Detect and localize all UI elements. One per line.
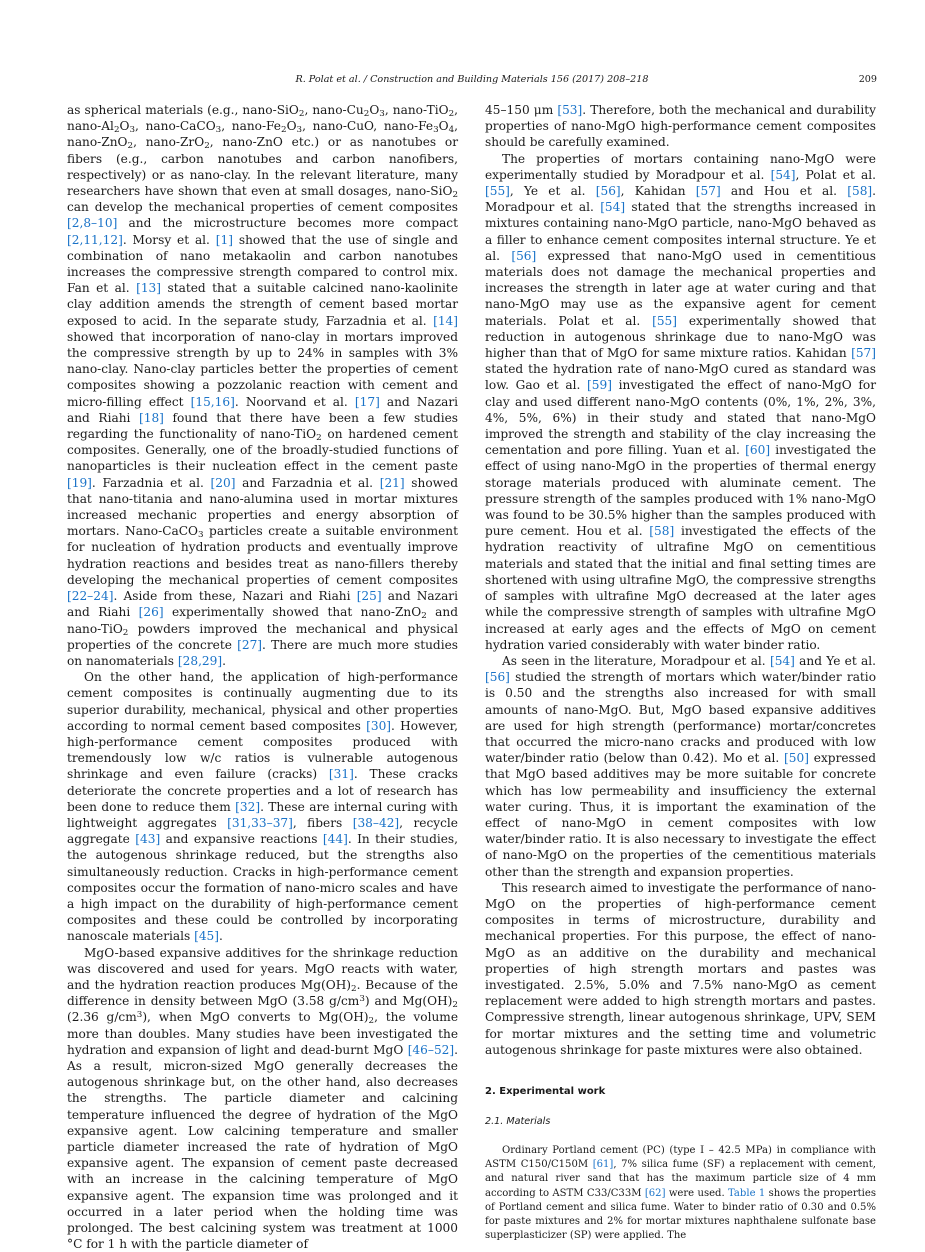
citation-link[interactable]: [55] [652,313,678,328]
citation-link[interactable]: [32] [235,799,261,814]
citation-link[interactable]: [28,29] [177,653,223,668]
paragraph: Ordinary Portland cement (PC) (type I – 42.5 MPa) in compliance with ASTM C150/C150M [61], 7% silica fume (SF) a replacement with cement, and natural river sand that has the maximum particle size of 4 mm according to ASTM C33/C33M [62] were used. Table 1 shows the properties of Portland cement and silica fume. Water to binder ratio of 0.30 and 0.5% for paste mixtures and 2% for mortar mixtures naphthalene sulfonate base superplasticizer (SP) were applied. The [485,1144,877,1242]
citation-link[interactable]: [45] [194,929,220,944]
citation-link[interactable]: [20] [210,475,236,490]
citation-link[interactable]: [58] [649,524,675,539]
paragraph: The properties of mortars containing nano-MgO were experimentally studied by Moradpour et al. [54], Polat et al. [55], Ye et al. [56], Kahidan [57] and Hou et al. [58]. Moradpour et al. [54] stated that the strengths increased in mixtures containing nano-MgO particle, nano-MgO behaved as a filler to enhance cement composites internal structure. Ye et al. [56] expressed that nano-MgO used in cementitious materials does not damage the mechanical properties and increases the strength in later age at water curing and that nano-MgO may use as the expansive agent for cement materials. Polat et al. [55] experimentally showed that reduction in autogenous shrinkage due to nano-MgO was higher than that of MgO for same mixture ratios. Kahidan [57] stated the hydration rate of nano-MgO cured as standard was low. Gao et al. [59] investigated the effect of nano-MgO for clay and used different nano-MgO contents (0%, 1%, 2%, 3%, 4%, 5%, 6%) in their study and stated that nano-MgO improved the strength and stability of the clay increasing the cementation and pore filling. Yuan et al. [60] investigated the effect of using nano-MgO in the properties of thermal energy storage materials produced with aluminate cement. The pressure strength of the samples produced with 1% nano-MgO was found to be 30.5% higher than the samples produced with pure cement. Hou et al. [58] investigated the effects of the hydration reactivity of ultrafine MgO on cementitious materials and stated that the initial and final setting times are shortened with using ultrafine MgO, the compressive strengths of samples with ultrafine MgO decreased at the later ages while the compressive strength of samples with ultrafine MgO increased at early ages and the effects of MgO on cement hydration varied considerably with water binder ratio. [485,151,877,652]
citation-link[interactable]: [61] [592,1159,614,1171]
citation-link[interactable]: [57] [695,184,721,199]
citation-link[interactable]: [44] [322,832,348,847]
citation-link[interactable]: [54] [600,200,626,215]
paragraph: MgO-based expansive additives for the shrinkage reduction was discovered and used for years. MgO reacts with water, and the hydration reaction produces $Mg(OH)_2$. Because of the difference in density between MgO (3.58 $g/cm^3$) and $Mg(OH)_2$ (2.36 $g/cm^3$), when MgO converts to $Mg(OH)_2$, the volume more than doubles. Many studies have been investigated the hydration and expansion of light and dead-burnt MgO [46–52]. As a result, micron-sized MgO generally decreases the autogenous shrinkage but, on the other hand, also decreases the strengths. The particle diameter and calcining temperature influenced the degree of hydration of the MgO expansive agent. Low calcining temperature and smaller particle diameter increased the rate of hydration of MgO expansive agent. The expansion of cement paste decreased with an increase in the calcining temperature of MgO expansive agent. The expansion time was prolonged and it occurred in a later period when the holding time was prolonged. The best calcining system was treatment at 1000 °C for 1 h with the particle diameter of [67,945,459,1252]
citation-link[interactable]: [31] [328,767,354,782]
subsection-heading: 2.1. Materials [485,1115,551,1127]
citation-link[interactable]: [43] [135,832,161,847]
citation-link[interactable]: [55] [485,184,510,199]
citation-link[interactable]: [14] [433,313,458,328]
citation-link[interactable]: [60] [745,443,771,458]
citation-link[interactable]: [22–24] [67,589,114,604]
left-column [67,102,458,1252]
citation-link[interactable]: Table 1 [728,1187,766,1199]
citation-link[interactable]: [25] [356,589,382,604]
citation-link[interactable]: [54] [769,653,795,668]
citation-link[interactable]: [2,11,12] [67,232,123,247]
page-number: 209 [858,74,877,85]
paragraph: 45–150 μm [53]. Therefore, both the mechanical and durability properties of nano-MgO high-performance cement composites should be carefully examined. [485,103,876,150]
page-header [67,72,877,88]
citation-link[interactable]: [21] [379,475,405,490]
citation-link[interactable]: [27] [237,637,263,652]
citation-link[interactable]: [18] [139,410,164,425]
citation-link[interactable]: [62] [644,1187,666,1199]
citation-link[interactable]: [30] [366,718,392,733]
citation-link[interactable]: [56] [511,248,537,263]
citation-link[interactable]: [50] [784,751,809,766]
citation-link[interactable]: [46–52] [407,1042,455,1057]
paragraph: On the other hand, the application of high-performance cement composites is continually augmenting due to its superior durability, mechanical, physical and other properties according to normal cement based composites [30]. However, high-performance cement composites produced with tremendously low w/c ratios is vulnerable autogenous shrinkage and even failure (cracks) [31]. These cracks deteriorate the concrete properties and a lot of research has been done to reduce them [32]. These are internal curing with lightweight aggregates [31,33–37], fibers [38–42], recycle aggregate [43] and expansive reactions [44]. In their studies, the autogenous shrinkage reduced, but the strengths also simultaneously reduction. Cracks in high-performance cement composites occur the formation of nano-micro scales and have a high impact on the durability of high-performance cement composites and these could be controlled by incorporating nanoscale materials [45]. [67,670,459,944]
citation-link[interactable]: [53] [557,103,583,117]
right-column [485,102,876,1243]
citation-link[interactable]: [2,8–10] [67,216,118,231]
citation-link[interactable]: [59] [587,378,612,393]
citation-link[interactable]: [31,33–37] [227,815,293,830]
citation-link[interactable]: [26] [138,605,164,620]
citation-link[interactable]: [38–42] [352,815,400,830]
paragraph: as spherical materials (e.g., nano-SiO$_2$, nano-$Cu_2O_3$, nano-TiO$_2$, nano-$Al_2O_3$, nano-CaCO$_3$, nano-$Fe_2O_3$, nano-CuO, nano-$Fe_3O_4$, nano-ZnO$_2$, nano-ZrO$_2$, nano-ZnO etc.) or as nanotubes or fibers (e.g., carbon nanotubes and carbon nanofibers, respectively) or as nano-clay. In the relevant literature, many researchers have shown that even at small dosages, nano-SiO$_2$ can develop the mechanical properties of cement composites [2,8–10] and the microstructure becomes more compact [2,11,12]. Morsy et al. [1] showed that the use of single and combination of nano metakaolin and carbon nanotubes increases the compressive strength compared to control mix. Fan et al. [13] stated that a suitable calcined nano-kaolinite clay addition amends the strength of cement based mortar exposed to acid. In the separate study, Farzadnia et al. [14] showed that incorporation of nano-clay in mortars improved the compressive strength by up to 24% in samples with 3% nano-clay. Nano-clay particles better the properties of cement composites showing a pozzolanic reaction with cement and micro-filling effect [15,16]. Noorvand et al. [17] and Nazari and Riahi [18] found that there have been a few studies regarding the functionality of nano-TiO$_2$ on hardened cement composites. Generally, one of the broadly-studied functions of nanoparticles is their nucleation effect in the cement paste [19]. Farzadnia et al. [20] and Farzadnia et al. [21] showed that nano-titania and nano-alumina used in mortar mixtures increased mechanic properties and energy absorption of mortars. Nano-CaCO$_3$ particles create a suitable environment for nucleation of hydration products and eventually improve hydration reactions and besides treat as nano-fillers thereby developing the mechanical properties of cement composites [22–24]. Aside from these, Nazari and Riahi [25] and Nazari and Riahi [26] experimentally showed that nano-ZnO$_2$ and nano-TiO$_2$ powders improved the mechanical and physical properties of the concrete [27]. There are much more studies on nanomaterials [28,29]. [67,103,459,668]
citation-link[interactable]: [1] [215,232,233,247]
citation-link[interactable]: [56] [595,184,621,199]
citation-link[interactable]: [17] [354,394,380,409]
citation-link[interactable]: [56] [485,670,510,685]
section-heading: 2. Experimental work [485,1085,606,1097]
paragraph: This research aimed to investigate the performance of nano-MgO on the properties of high-performance cement composites in terms of microstructure, durability and mechanical properties. For this purpose, the effect of nano-MgO as an additive on the durability and mechanical properties of high strength mortars and pastes was investigated. 2.5%, 5.0% and 7.5% nano-MgO as cement replacement were added to high strength mortars and pastes. Compressive strength, linear autogenous shrinkage, UPV, SEM for mortar mixtures and the setting time and volumetric autogenous shrinkage for paste mixtures were also obtained. [485,880,876,1057]
citation-link[interactable]: [57] [851,346,876,361]
paragraph: As seen in the literature, Moradpour et al. [54] and Ye et al. [56] studied the strength of mortars which water/binder ratio is 0.50 and the strengths also increased for with small amounts of nano-MgO. But, MgO based expansive additives are used for high strength (performance) mortar/concretes that occurred the micro-nano cracks and produced with low water/binder ratio (below than 0.42). Mo et al. [50] expressed that MgO based additives may be more suitable for concrete which has low permeability and insufficiency the external water curing. Thus, it is important the examination of the effect of nano-MgO in cement composites with low water/binder ratio. It is also necessary to investigate the effect of nano-MgO on the properties of the cementitious materials other than the strength and expansion properties. [485,653,877,879]
citation-link[interactable]: [58] [847,184,873,199]
citation-link[interactable]: [19] [67,475,92,490]
running-title: R. Polat et al. / Construction and Building Materials 156 (2017) 208–218 [295,74,649,85]
citation-link[interactable]: [15,16] [190,394,235,409]
citation-link[interactable]: [54] [770,167,796,182]
citation-link[interactable]: [13] [136,281,162,296]
